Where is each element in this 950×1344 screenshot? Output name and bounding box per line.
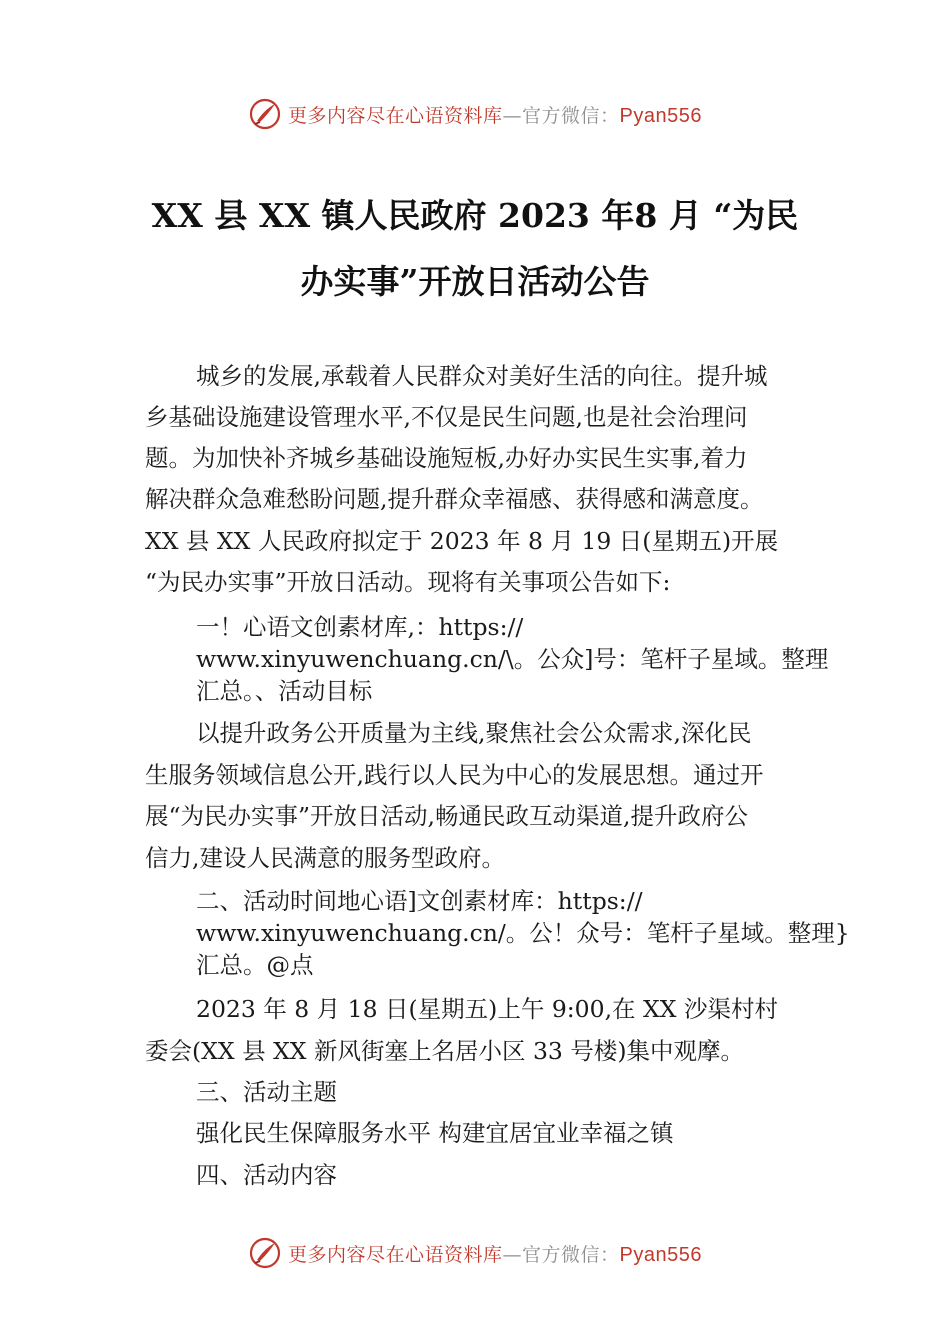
watermark-banner-bottom [0, 1233, 950, 1273]
body-line: www.xinyuwenchuang.cn/\。公众]号：笔杆子星域。整理 [196, 645, 829, 673]
section-heading: 三、活动主题 [196, 1078, 337, 1106]
body-line: 二、活动时间地心语]文创素材库：https:// [196, 887, 643, 915]
quill-pen-seal-icon [248, 1236, 282, 1270]
body-line: XX 县 XX 人民政府拟定于 2023 年 8 月 19 日(星期五)开展 [145, 527, 779, 555]
document-title-line-1: XX 县 XX 镇人民政府 2023 年8 月 “为民 [151, 196, 799, 235]
watermark-text: 更多内容尽在心语资料库—官方微信：Pyan556 [288, 1243, 702, 1266]
watermark-banner-top [0, 94, 950, 134]
body-line: 以提升政务公开质量为主线,聚焦社会公众需求,深化民 [196, 719, 752, 747]
body-line: 委会(XX 县 XX 新风街塞上名居小区 33 号楼)集中观摩。 [145, 1037, 745, 1065]
body-line: “为民办实事”开放日活动。现将有关事项公告如下: [145, 568, 671, 596]
body-line: 2023 年 8 月 18 日(星期五)上午 9:00,在 XX 沙渠村村 [196, 995, 778, 1023]
body-line: www.xinyuwenchuang.cn/。公！众号：笔杆子星域。整理} [196, 919, 850, 947]
body-line: 强化民生保障服务水平 构建宜居宜业幸福之镇 [196, 1119, 674, 1147]
body-line: 一！心语文创素材库,：https:// [196, 613, 524, 641]
body-line: 城乡的发展,承载着人民群众对美好生活的向往。提升城 [196, 362, 768, 390]
body-line: 信力,建设人民满意的服务型政府。 [145, 844, 505, 872]
body-line: 展“为民办实事”开放日活动,畅通民政互动渠道,提升政府公 [145, 802, 748, 830]
body-line: 汇总。、活动目标 [196, 677, 373, 705]
body-line: 汇总。@点 [196, 951, 314, 979]
quill-pen-seal-icon [248, 97, 282, 131]
section-heading: 四、活动内容 [196, 1161, 337, 1189]
body-line: 生服务领域信息公开,践行以人民为中心的发展思想。通过开 [145, 761, 764, 789]
body-line: 题。为加快补齐城乡基础设施短板,办好办实民生实事,着力 [145, 444, 748, 472]
document-title-line-2: 办实事”开放日活动公告 [300, 262, 650, 301]
body-line: 乡基础设施建设管理水平,不仅是民生问题,也是社会治理问 [145, 403, 748, 431]
watermark-text: 更多内容尽在心语资料库—官方微信：Pyan556 [288, 104, 702, 127]
body-line: 解决群众急难愁盼问题,提升群众幸福感、获得感和满意度。 [145, 485, 764, 513]
